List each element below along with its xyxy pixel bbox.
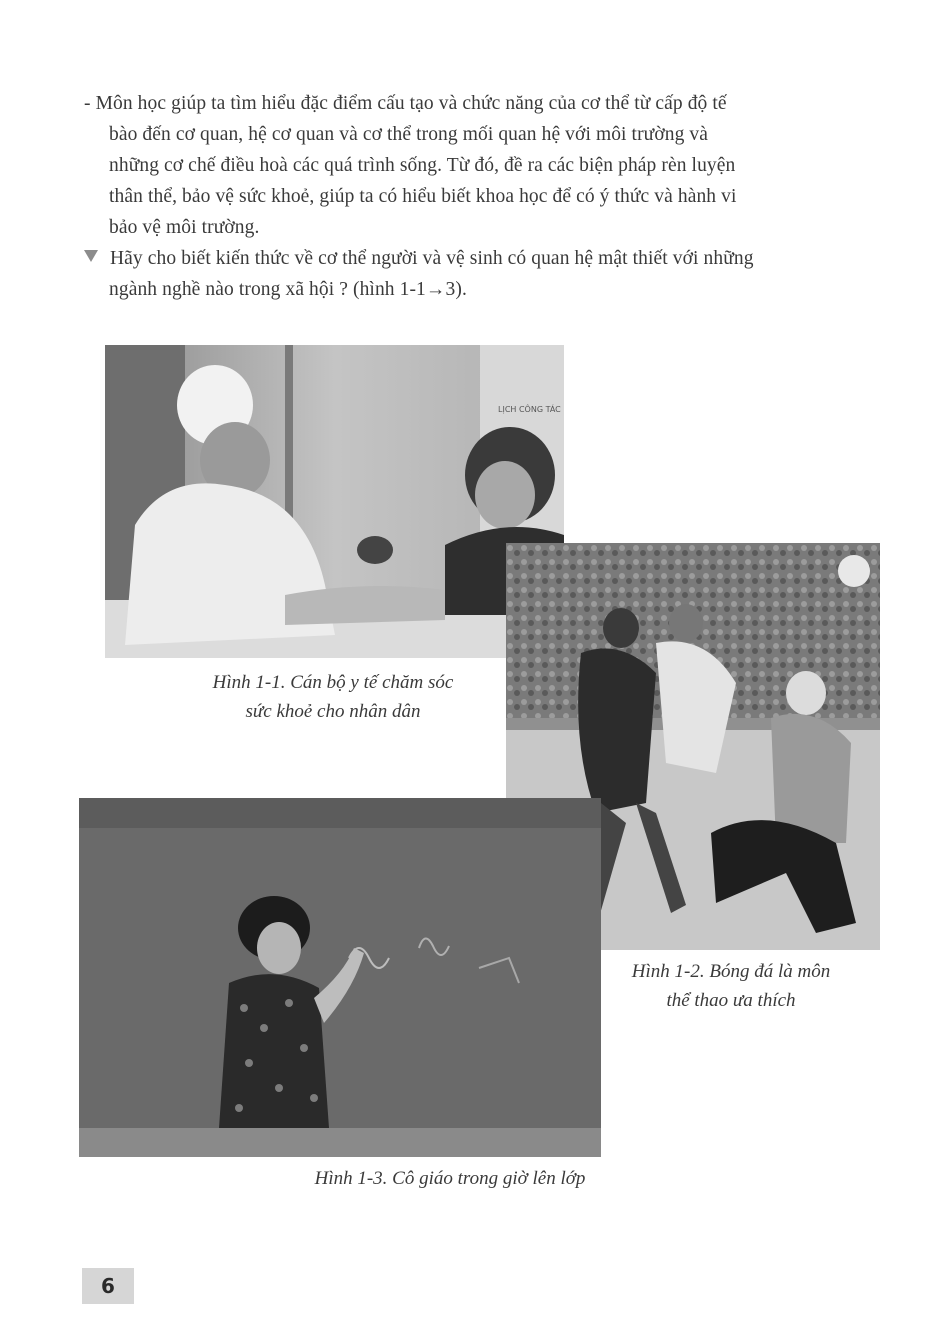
page-number: 6 — [82, 1268, 134, 1304]
question-line: Hãy cho biết kiến thức về cơ thể người và vệ sinh có quan hệ mật thiết với những — [110, 248, 754, 269]
paragraph-line: bào đến cơ quan, hệ cơ quan và cơ thể trong mối quan hệ với môi trường và — [109, 124, 709, 145]
question-line: ngành nghề nào trong xã hội ? (hình 1-1→3). — [109, 279, 467, 300]
caption-line: Hình 1-1. Cán bộ y tế chăm sóc — [212, 672, 454, 693]
figure-medical-photo — [105, 345, 564, 658]
caption-line: Hình 1-2. Bóng đá là môn — [631, 961, 831, 982]
poster-text: LỊCH CÔNG TÁC — [498, 405, 561, 414]
intro-paragraph — [84, 88, 876, 243]
figure-caption — [596, 957, 866, 1015]
figure-teacher-photo — [79, 798, 601, 1157]
paragraph-line: - Môn học giúp ta tìm hiểu đặc điểm cấu tạo và chức năng của cơ thể từ cấp độ tế — [84, 93, 727, 114]
caption-line: sức khoẻ cho nhân dân — [245, 701, 421, 722]
paragraph-line: thân thể, bảo vệ sức khoẻ, giúp ta có hiểu biết khoa học để có ý thức và hành vi — [109, 186, 737, 207]
triangle-down-icon — [84, 250, 98, 262]
paragraph-line: bảo vệ môi trường. — [109, 217, 260, 238]
caption-line: Hình 1-3. Cô giáo trong giờ lên lớp — [314, 1168, 586, 1189]
paragraph-line: những cơ chế điều hoà các quá trình sống. Từ đó, đề ra các biện pháp rèn luyện — [109, 155, 736, 176]
figure-caption — [150, 668, 516, 726]
figure-caption — [250, 1164, 650, 1193]
question-paragraph — [84, 243, 876, 305]
caption-line: thể thao ưa thích — [666, 990, 796, 1011]
